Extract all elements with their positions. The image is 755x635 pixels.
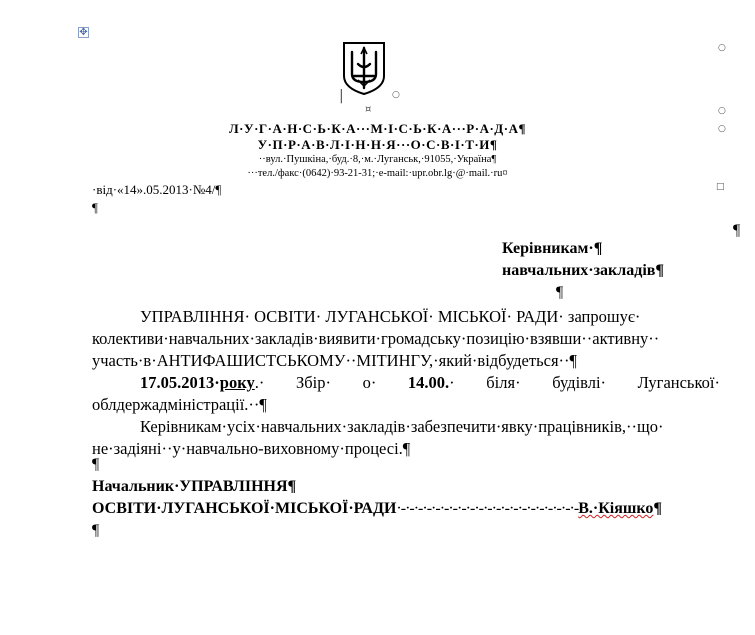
- event-date-year: року: [219, 373, 255, 392]
- signature-title-line-1: Начальник·УПРАВЛІННЯ¶: [92, 478, 297, 495]
- body-word: .·: [254, 373, 265, 392]
- cell-end-square: □: [716, 182, 725, 192]
- addressee-line-2: навчальних·закладів¶: [502, 262, 665, 279]
- small-circle-mark: ○: [392, 90, 400, 100]
- empty-paragraph: ¶: [92, 200, 98, 215]
- empty-paragraph: ¶: [556, 284, 564, 301]
- cursor-mark: |: [339, 88, 344, 104]
- body-line: не·задіяні··у·навчально-виховному·процесі.¶: [92, 439, 411, 458]
- body-word: Луганської·: [637, 373, 720, 392]
- cell-end-mark: ○: [718, 43, 726, 53]
- body-word: будівлі·: [552, 373, 607, 392]
- cell-end-mark: ○: [718, 124, 726, 134]
- body-line: Керівникам·усіх·навчальних·закладів·забезпечити·явку·працівників,··що·: [140, 417, 664, 436]
- coat-of-arms-emblem: [340, 40, 388, 96]
- body-word: о·: [362, 373, 377, 392]
- signature-title-line-2: [92, 500, 662, 518]
- body-line: колективи·навчальних·закладів·виявити·громадську·позицію·взявши··активну··: [92, 329, 660, 348]
- event-date: 17.05.2013·: [140, 373, 220, 392]
- body-line: облдержадміністрації.··¶: [92, 395, 267, 414]
- body-word: ·: [449, 373, 455, 392]
- department-name: У·П·Р·А·В·Л·І·Н·Н·Я···О·С·В·І·Т·И¶: [257, 137, 498, 152]
- signatory-name: В.·Кіяшко: [578, 500, 654, 517]
- document-date-number: ·від·«14».05.2013·№4/¶: [92, 182, 222, 197]
- tab-leader-dots: ·-·-·-·-·-·-·-·-·-·-·-·-·-·-·-·-·-·-·-·-·-: [396, 500, 579, 517]
- table-move-handle[interactable]: ✥: [79, 27, 88, 38]
- empty-paragraph: ¶: [92, 522, 100, 539]
- body-line: УПРАВЛІННЯ· ОСВІТИ· ЛУГАНСЬКОЇ· МІСЬКОЇ· РАДИ· запрошує·: [140, 307, 641, 326]
- body-word: біля·: [486, 373, 521, 392]
- address-line: ··вул.·Пушкіна,·буд.·8,·м.·Луганськ,·91055,·Україна¶: [258, 154, 497, 165]
- event-time: 14.00.: [407, 373, 450, 392]
- signature-organization: ОСВІТИ·ЛУГАНСЬКОЇ·МІСЬКОЇ·РАДИ: [92, 500, 397, 517]
- empty-paragraph: ¶: [92, 456, 100, 473]
- body-line: участь·в·АНТИФАШИСТСЬКОМУ··МІТИНГУ,·який·відбудеться··¶: [92, 351, 577, 370]
- right-margin-paragraph: ¶: [733, 222, 741, 239]
- council-name: Л·У·Г·А·Н·С·Ь·К·А···М·І·С·Ь·К·А···Р·А·Д·А¶: [229, 121, 526, 136]
- body-line: [92, 372, 720, 394]
- cell-end-mark: ¤: [365, 104, 372, 115]
- letter-body: [92, 306, 720, 460]
- contacts-line: ···тел./факс·(0642)·93-21-31;·e-mail:·upr.obr.lg·@·mail.·ru¤: [247, 168, 508, 179]
- trident-icon: [340, 40, 388, 96]
- body-word: Збір·: [295, 373, 331, 392]
- cell-end-mark: ○: [718, 106, 726, 116]
- addressee-line-1: Керівникам·¶: [502, 240, 603, 257]
- paragraph-mark: ¶: [653, 500, 663, 517]
